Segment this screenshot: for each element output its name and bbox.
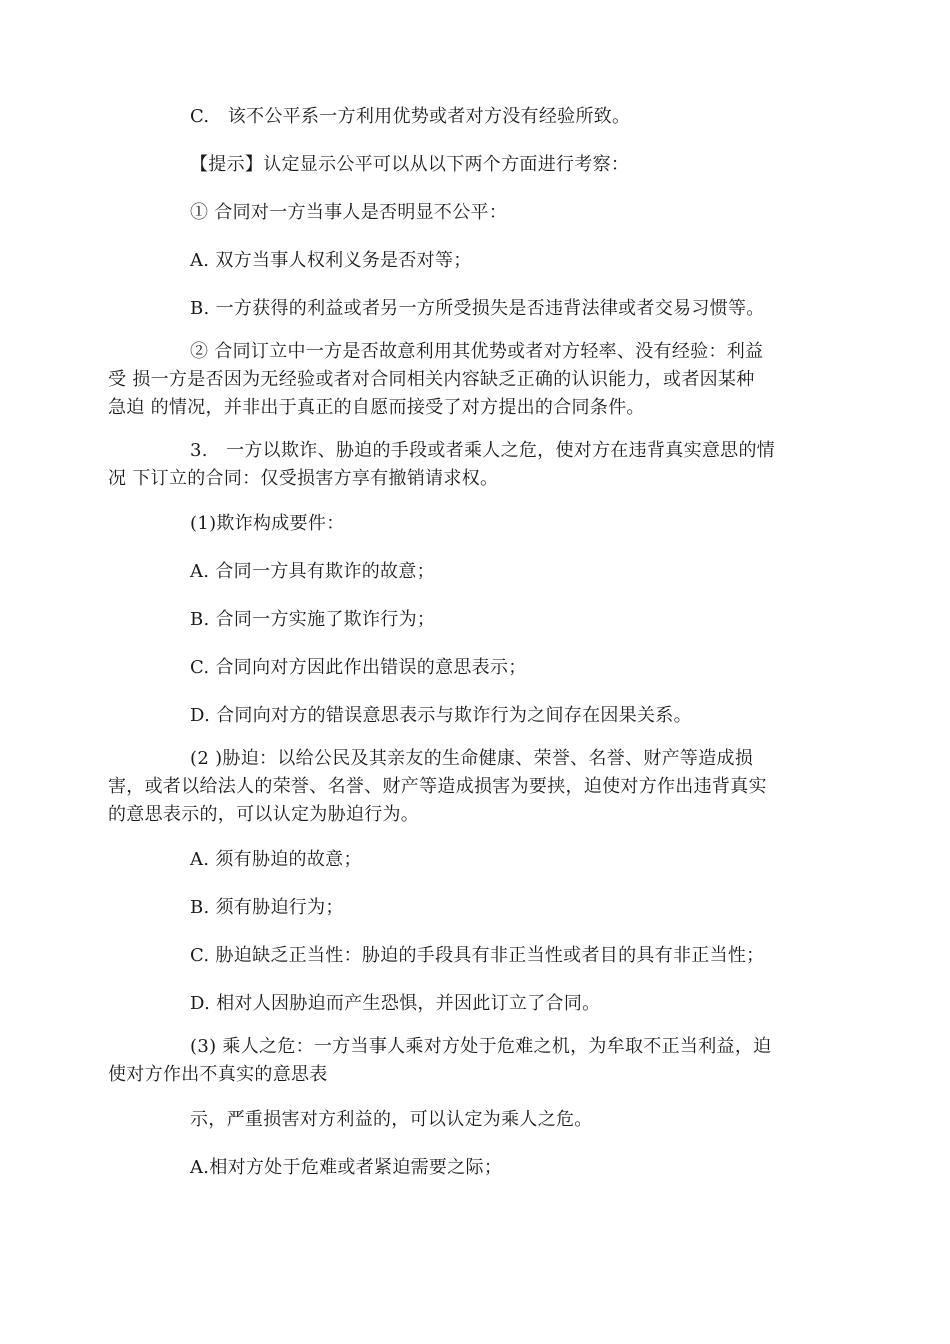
- paragraph-exploitation-line-1: (3) 乘人之危：一方当事人乘对方处于危难之机，为牟取不正当利益，迫: [190, 1036, 772, 1057]
- paragraph-fraud-heading: (1)欺诈构成要件：: [190, 513, 345, 534]
- paragraph-coercion-d: D. 相对人因胁迫而产生恐惧，并因此订立了合同。: [190, 993, 601, 1014]
- paragraph-fraud-a: A. 合同一方具有欺诈的故意；: [190, 561, 435, 582]
- paragraph-coercion-line-1: (2 )胁迫：以给公民及其亲友的生命健康、荣誉、名誉、财产等造成损: [190, 748, 754, 769]
- paragraph-point-2-line-2: 受 损一方是否因为无经验或者对合同相关内容缺乏正确的认识能力，或者因某种: [108, 369, 755, 390]
- paragraph-coercion-a: A. 须有胁迫的故意；: [190, 849, 362, 870]
- paragraph-fraud-d: D. 合同向对方的错误意思表示与欺诈行为之间存在因果关系。: [190, 705, 692, 726]
- paragraph-coercion-c: C. 胁迫缺乏正当性：胁迫的手段具有非正当性或者目的具有非正当性；: [190, 945, 765, 966]
- paragraph-fraud-c: C. 合同向对方因此作出错误的意思表示；: [190, 657, 527, 678]
- paragraph-coercion-line-2: 害，或者以给法人的荣誉、名誉、财产等造成损害为要挟，迫使对方作出违背真实: [108, 776, 767, 797]
- paragraph-point-1: ① 合同对一方当事人是否明显不公平：: [190, 202, 508, 223]
- paragraph-exploitation-continued: 示，严重损害对方利益的，可以认定为乘人之危。: [190, 1109, 593, 1130]
- paragraph-item-a: A. 双方当事人权利义务是否对等；: [190, 250, 472, 271]
- paragraph-coercion-b: B. 须有胁迫行为；: [190, 897, 344, 918]
- paragraph-fraud-b: B. 合同一方实施了欺诈行为；: [190, 609, 436, 630]
- paragraph-point-2-line-3: 急迫 的情况，并非出于真正的自愿而接受了对方提出的合同条件。: [108, 397, 645, 418]
- paragraph-exploitation-a: A.相对方处于危难或者紧迫需要之际；: [190, 1157, 503, 1178]
- paragraph-hint: 【提示】认定显示公平可以从以下两个方面进行考察：: [190, 154, 630, 175]
- paragraph-coercion-line-3: 的意思表示的，可以认定为胁迫行为。: [108, 804, 420, 825]
- paragraph-item-b: B. 一方获得的利益或者另一方所受损失是否违背法律或者交易习惯等。: [190, 298, 765, 319]
- paragraph-point-2-line-1: ② 合同订立中一方是否故意利用其优势或者对方轻率、没有经验：利益: [190, 341, 764, 362]
- paragraph-section-3-line-2: 况 下订立的合同：仅受损害方享有撤销请求权。: [108, 468, 499, 489]
- paragraph-exploitation-line-2: 使对方作出不真实的意思表: [108, 1064, 328, 1085]
- paragraph-section-3-line-1: 3. 一方以欺诈、胁迫的手段或者乘人之危，使对方在违背真实意思的情: [190, 440, 776, 461]
- paragraph-option-c: C. 该不公平系一方利用优势或者对方没有经验所致。: [190, 106, 631, 127]
